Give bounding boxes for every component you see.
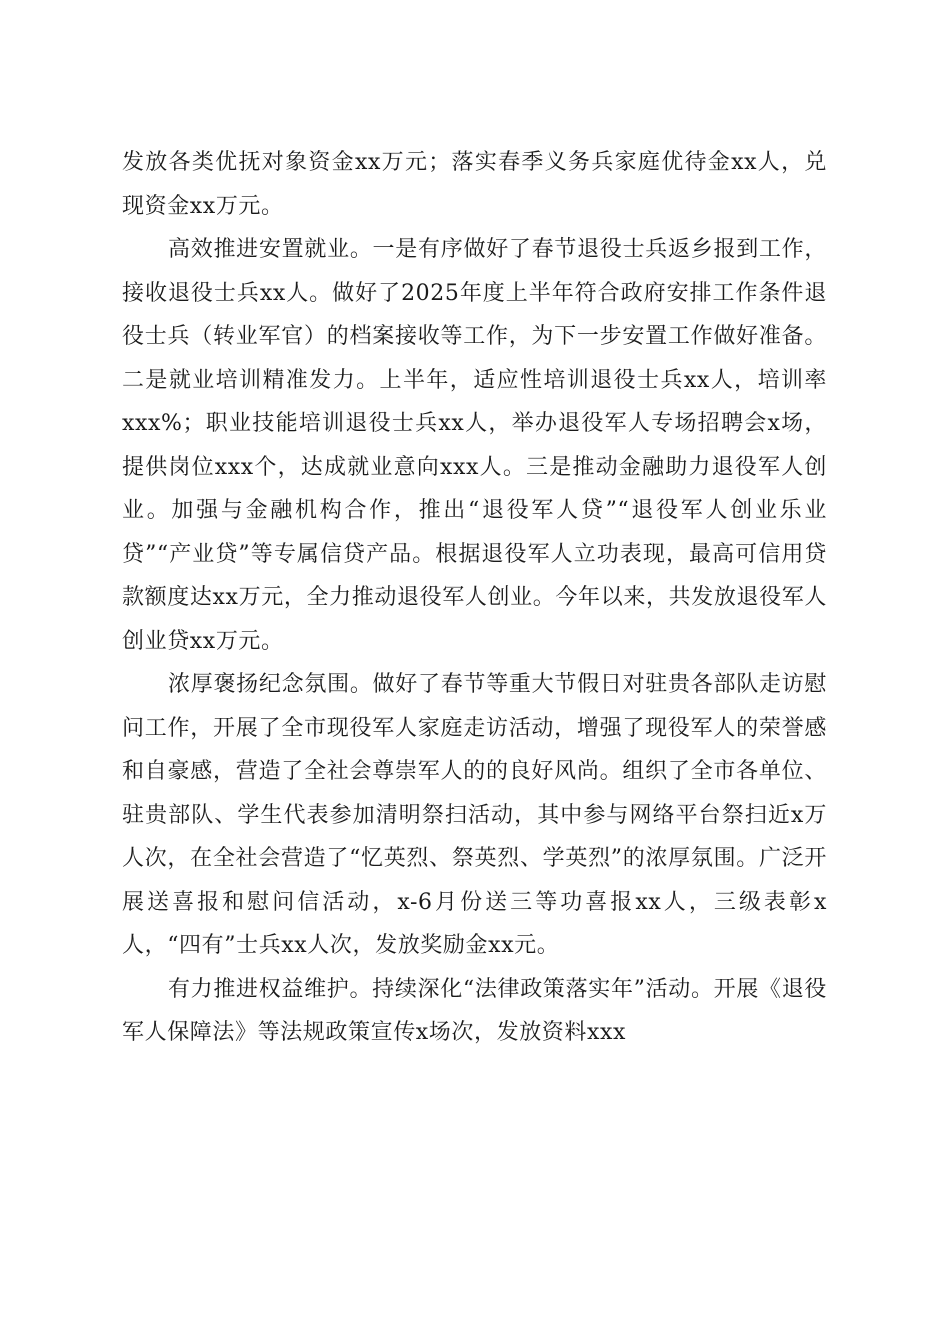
paragraph-2: 高效推进安置就业。一是有序做好了春节退役士兵返乡报到工作，接收退役士兵xx人。做好了2025年度上半年符合政府安排工作条件退役士兵（转业军官）的档案接收等工作，为下一步安置工作做好准备。二是就业培训精准发力。上半年，适应性培训退役士兵xx人，培训率xxx%；职业技能培训退役士兵xx人，举办退役军人专场招聘会x场，提供岗位xxx个，达成就业意向xxx人。三是推动金融助力退役军人创业。加强与金融机构合作，推出“退役军人贷”“退役军人创业乐业贷”“产业贷”等专属信贷产品。根据退役军人立功表现，最高可信用贷款额度达xx万元，全力推动退役军人创业。今年以来，共发放退役军人创业贷xx万元。 bbox=[122, 237, 827, 654]
paragraph-1: 发放各类优抚对象资金xx万元；落实春季义务兵家庭优待金xx人，兑现资金xx万元。 bbox=[122, 150, 827, 219]
document-body bbox=[122, 141, 827, 1055]
paragraph-4: 有力推进权益维护。持续深化“法律政策落实年”活动。开展《退役军人保障法》等法规政策宣传x场次，发放资料xxx bbox=[122, 976, 827, 1045]
paragraph-3: 浓厚褒扬纪念氛围。做好了春节等重大节假日对驻贵各部队走访慰问工作，开展了全市现役军人家庭走访活动，增强了现役军人的荣誉感和自豪感，营造了全社会尊崇军人的的良好风尚。组织了全市各单位、驻贵部队、学生代表参加清明祭扫活动，其中参与网络平台祭扫近x万人次，在全社会营造了“忆英烈、祭英烈、学英烈”的浓厚氛围。广泛开展送喜报和慰问信活动，x-6月份送三等功喜报xx人，三级表彰x人，“四有”士兵xx人次，发放奖励金xx元。 bbox=[122, 672, 827, 958]
